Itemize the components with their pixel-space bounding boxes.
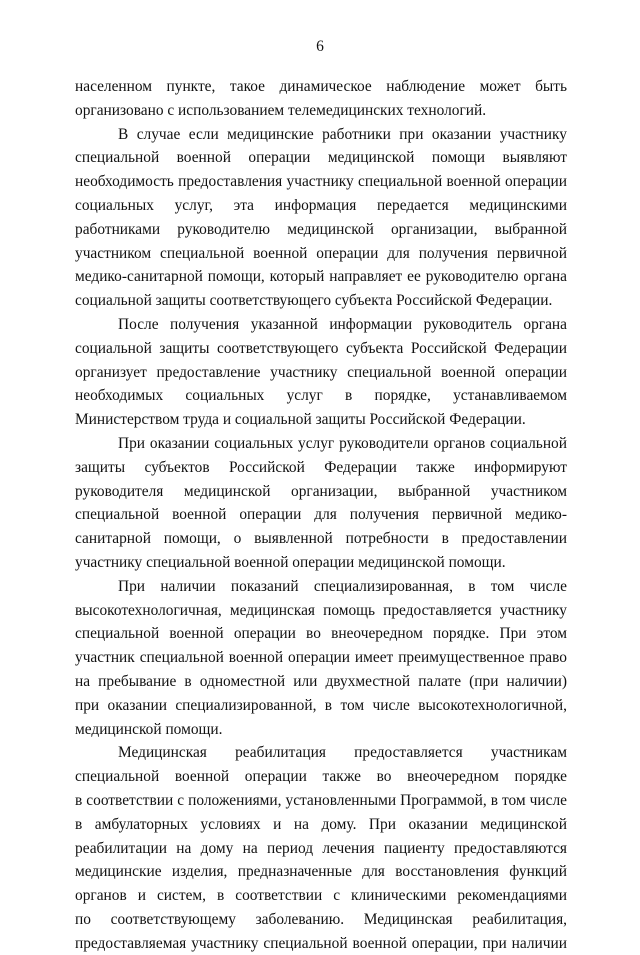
text-line: После получения указанной информации руководитель органа (118, 315, 567, 333)
text-line: специальной военной операции медицинской помощи выявляют (75, 149, 567, 167)
text-line: реабилитации на дому на период лечения пациенту предоставляются (75, 839, 567, 857)
text-line: работниками руководителю медицинской организации, выбранной (75, 220, 567, 238)
text-line: В случае если медицинские работники при оказании участнику (118, 125, 567, 143)
text-line: участнику специальной военной операции медицинской помощи. (75, 553, 506, 571)
text-line: в соответствии с положениями, установленными Программой, в том числе (75, 791, 567, 809)
text-line: Министерством труда и социальной защиты Российской Федерации. (75, 411, 526, 429)
text-line: высокотехнологичная, медицинская помощь предоставляется участнику (75, 601, 567, 619)
text-line: медицинской помощи. (75, 720, 223, 738)
text-line: специальной военной операции во внеочередном порядке. При этом (75, 625, 567, 643)
text-line: предоставляемая участнику специальной военной операции, при наличии (75, 934, 567, 952)
text-line: При оказании социальных услуг руководители органов социальной (118, 434, 567, 452)
text-line: социальной защиты соответствующего субъекта Российской Федерации. (75, 292, 553, 310)
text-line: организует предоставление участнику специальной военной операции (75, 363, 567, 381)
text-line: защиты субъектов Российской Федерации также информируют (75, 458, 567, 476)
text-line: в амбулаторных условиях и на дому. При оказании медицинской (75, 815, 567, 833)
text-line: участником специальной военной операции для получения первичной (75, 244, 567, 262)
document-body (75, 75, 567, 955)
text-line: на пребывание в одноместной или двухместной палате (при наличии) (75, 672, 567, 690)
text-line: организовано с использованием телемедицинских технологий. (75, 101, 487, 119)
text-line: Медицинская реабилитация предоставляется участникам (118, 744, 567, 762)
text-line: необходимых социальных услуг в порядке, устанавливаемом (75, 387, 567, 405)
text-line: органов и систем, в соответствии с клиническими рекомендациями (75, 887, 567, 905)
text-line: социальной защиты соответствующего субъекта Российской Федерации (75, 339, 567, 357)
text-line: санитарной помощи, о выявленной потребности в предоставлении (75, 530, 567, 548)
text-line: специальной военной операции для получения первичной медико- (75, 506, 567, 524)
text-line: при оказании специализированной, в том числе высокотехнологичной, (75, 696, 567, 714)
text-line: по соответствующему заболеванию. Медицинская реабилитация, (75, 910, 567, 928)
text-line: населенном пункте, такое динамическое наблюдение может быть (75, 78, 567, 95)
text-line: медицинские изделия, предназначенные для восстановления функций (75, 863, 567, 881)
text-line: специальной военной операции также во внеочередном порядке (75, 768, 567, 786)
text-line: необходимость предоставления участнику специальной военной операции (75, 173, 567, 191)
text-line: При наличии показаний специализированная, в том числе (118, 577, 567, 595)
page-number: 6 (316, 38, 324, 55)
text-line: участник специальной военной операции имеет преимущественное право (75, 649, 567, 667)
text-line: медико-санитарной помощи, который направляет ее руководителю органа (75, 268, 567, 286)
text-line: социальных услуг, эта информация передается медицинскими (75, 196, 567, 214)
text-line: руководителя медицинской организации, выбранной участником (75, 482, 567, 500)
